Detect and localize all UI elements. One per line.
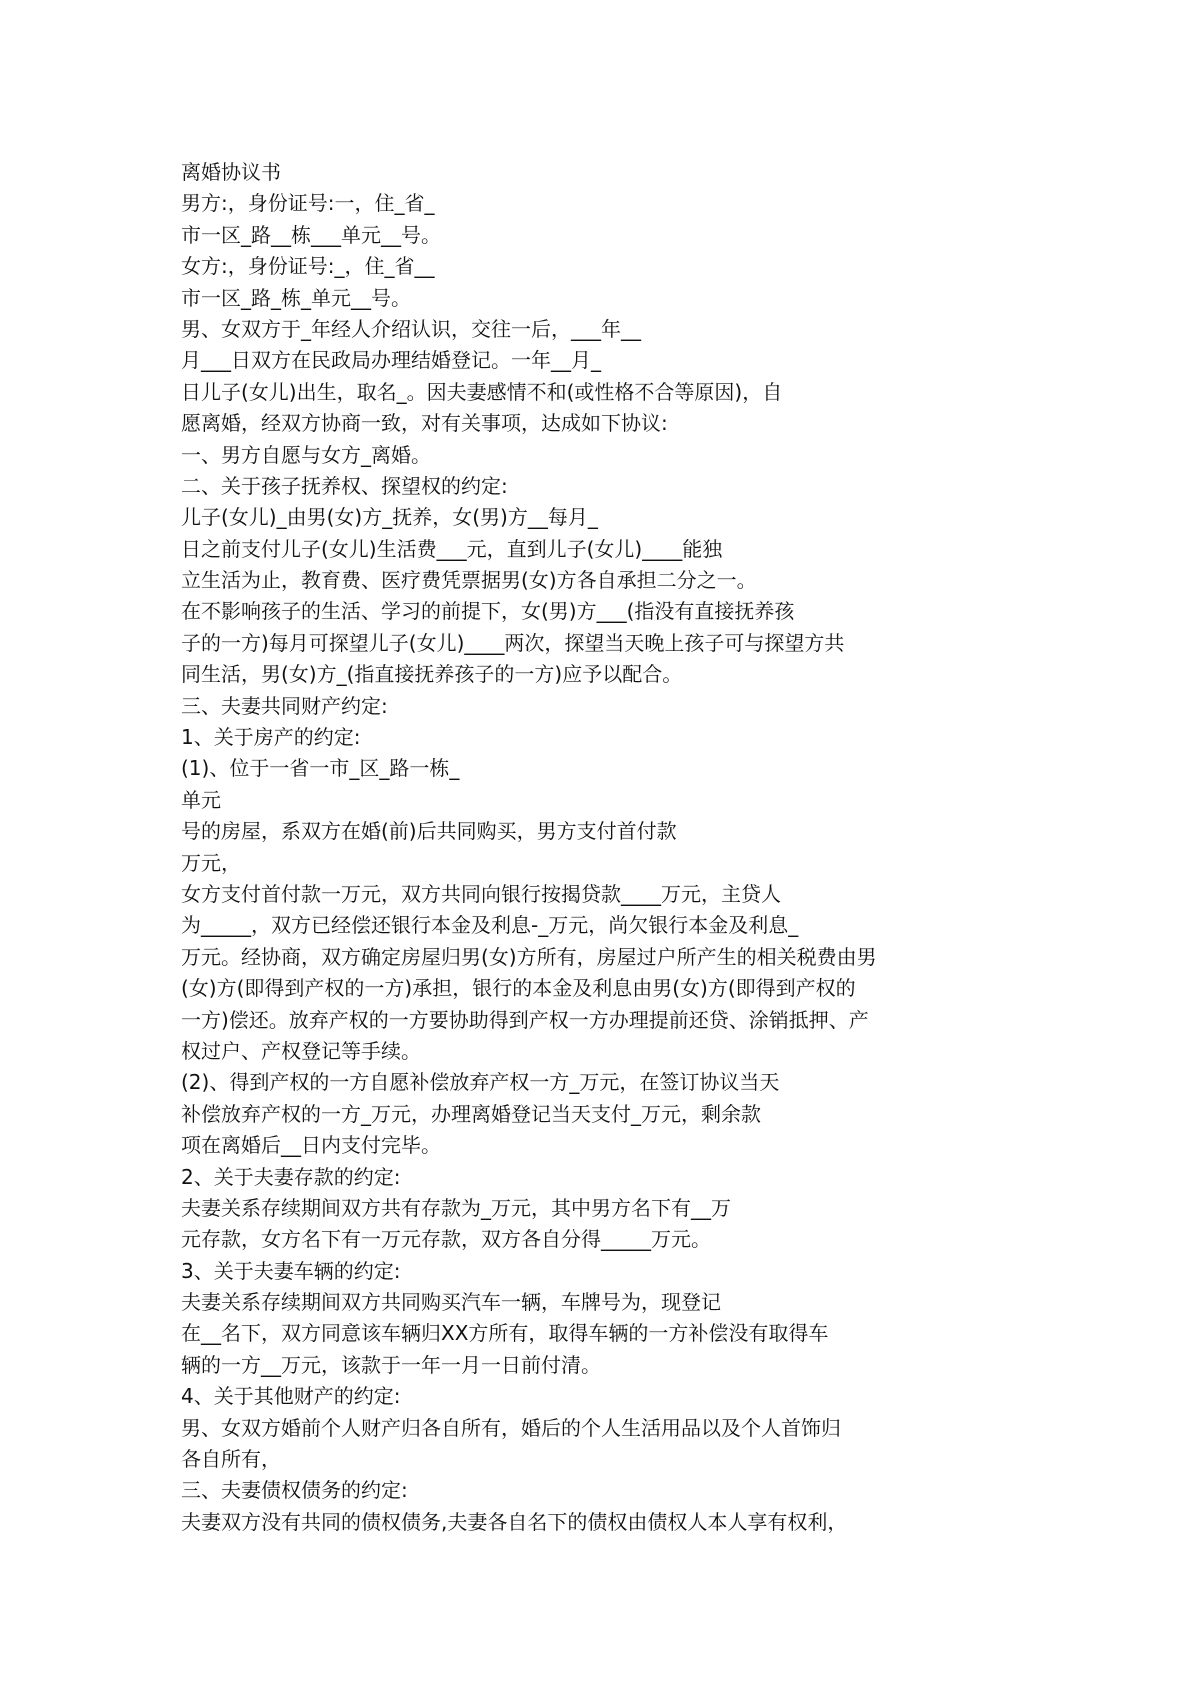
text-line: 辆的一方__万元，该款于一年一月一日前付清。 bbox=[181, 1352, 601, 1377]
text-line: (2)、得到产权的一方自愿补偿放弃产权一方_万元，在签订协议当天 bbox=[181, 1070, 780, 1095]
agreement-text-body bbox=[181, 157, 941, 1538]
text-line: 市一区_路_栋_单元__号。 bbox=[181, 285, 411, 310]
text-line: 万元。经协商，双方确定房屋归男(女)方所有，房屋过户所产生的相关税费由男 bbox=[181, 944, 877, 969]
text-line: 日儿子(女儿)出生，取名_。因夫妻感情不和(或性格不合等原因)，自 bbox=[181, 379, 783, 404]
text-line: 市一区_路__栋___单元__号。 bbox=[181, 222, 441, 247]
text-line: 夫妻双方没有共同的债权债务,夫妻各自名下的债权由债权人本人享有权利， bbox=[181, 1509, 848, 1534]
sub-clause-heading: 2、关于夫妻存款的约定: bbox=[181, 1164, 401, 1189]
text-line: 愿离婚，经双方协商一致，对有关事项，达成如下协议: bbox=[181, 411, 668, 436]
text-line: 为_____，双方已经偿还银行本金及利息-_万元，尚欠银行本金及利息_ bbox=[181, 913, 799, 938]
text-line: 男、女双方婚前个人财产归各自所有，婚后的个人生活用品以及个人首饰归 bbox=[181, 1415, 841, 1440]
clause-heading: 二、关于孩子抚养权、探望权的约定: bbox=[181, 473, 508, 498]
text-line: 夫妻关系存续期间双方共同购买汽车一辆，车牌号为，现登记 bbox=[181, 1290, 721, 1315]
text-line: 元存款，女方名下有一万元存款，双方各自分得_____万元。 bbox=[181, 1227, 711, 1252]
text-line: 在不影响孩子的生活、学习的前提下，女(男)方___(指没有直接抚养孩 bbox=[181, 599, 795, 624]
text-line: (1)、位于一省一市_区_路一栋_ bbox=[181, 756, 460, 781]
text-line: 项在离婚后__日内支付完毕。 bbox=[181, 1133, 441, 1158]
text-line: 同生活，男(女)方_(指直接抚养孩子的一方)应予以配合。 bbox=[181, 662, 683, 687]
clause-heading: 三、夫妻债权债务的约定: bbox=[181, 1478, 408, 1503]
text-line: 在__名下，双方同意该车辆归XX方所有，取得车辆的一方补偿没有取得车 bbox=[181, 1321, 829, 1346]
text-line: 号的房屋，系双方在婚(前)后共同购买，男方支付首付款 bbox=[181, 819, 677, 844]
sub-clause-heading: 3、关于夫妻车辆的约定: bbox=[181, 1258, 401, 1283]
text-line: 一方)偿还。放弃产权的一方要协助得到产权一方办理提前还贷、涂销抵押、产 bbox=[181, 1007, 869, 1032]
document-title: 离婚协议书 bbox=[181, 160, 281, 184]
sub-clause-heading: 1、关于房产的约定: bbox=[181, 725, 361, 750]
sub-clause-heading: 4、关于其他财产的约定: bbox=[181, 1384, 401, 1409]
clause-heading: 三、夫妻共同财产约定: bbox=[181, 693, 388, 718]
text-line: 各自所有， bbox=[181, 1447, 281, 1472]
text-line: 月___日双方在民政局办理结婚登记。一年__月_ bbox=[181, 348, 601, 373]
text-line: 夫妻关系存续期间双方共有存款为_万元，其中男方名下有__万 bbox=[181, 1195, 731, 1220]
text-line: 日之前支付儿子(女儿)生活费___元，直到儿子(女儿)____能独 bbox=[181, 536, 723, 561]
text-line: (女)方(即得到产权的一方)承担，银行的本金及利息由男(女)方(即得到产权的 bbox=[181, 976, 856, 1001]
text-line: 补偿放弃产权的一方_万元，办理离婚登记当天支付_万元，剩余款 bbox=[181, 1101, 761, 1126]
text-line: 女方:，身份证号:_，住_省__ bbox=[181, 254, 435, 279]
text-line: 男、女双方于_年经人介绍认识，交往一后，___年__ bbox=[181, 316, 641, 341]
text-line: 女方支付首付款一万元，双方共同向银行按揭贷款____万元，主贷人 bbox=[181, 881, 781, 906]
text-line: 权过户、产权登记等手续。 bbox=[181, 1038, 421, 1063]
clause-heading: 一、男方自愿与女方_离婚。 bbox=[181, 442, 431, 467]
text-line: 子的一方)每月可探望儿子(女儿)____两次，探望当天晚上孩子可与探望方共 bbox=[181, 630, 845, 655]
text-line: 万元， bbox=[181, 850, 241, 875]
text-line: 儿子(女儿)_由男(女)方_抚养，女(男)方__每月_ bbox=[181, 505, 598, 530]
text-line: 单元 bbox=[181, 787, 221, 812]
text-line: 男方:，身份证号:一，住_省_ bbox=[181, 191, 435, 216]
text-line: 立生活为止，教育费、医疗费凭票据男(女)方各自承担二分之一。 bbox=[181, 568, 757, 593]
